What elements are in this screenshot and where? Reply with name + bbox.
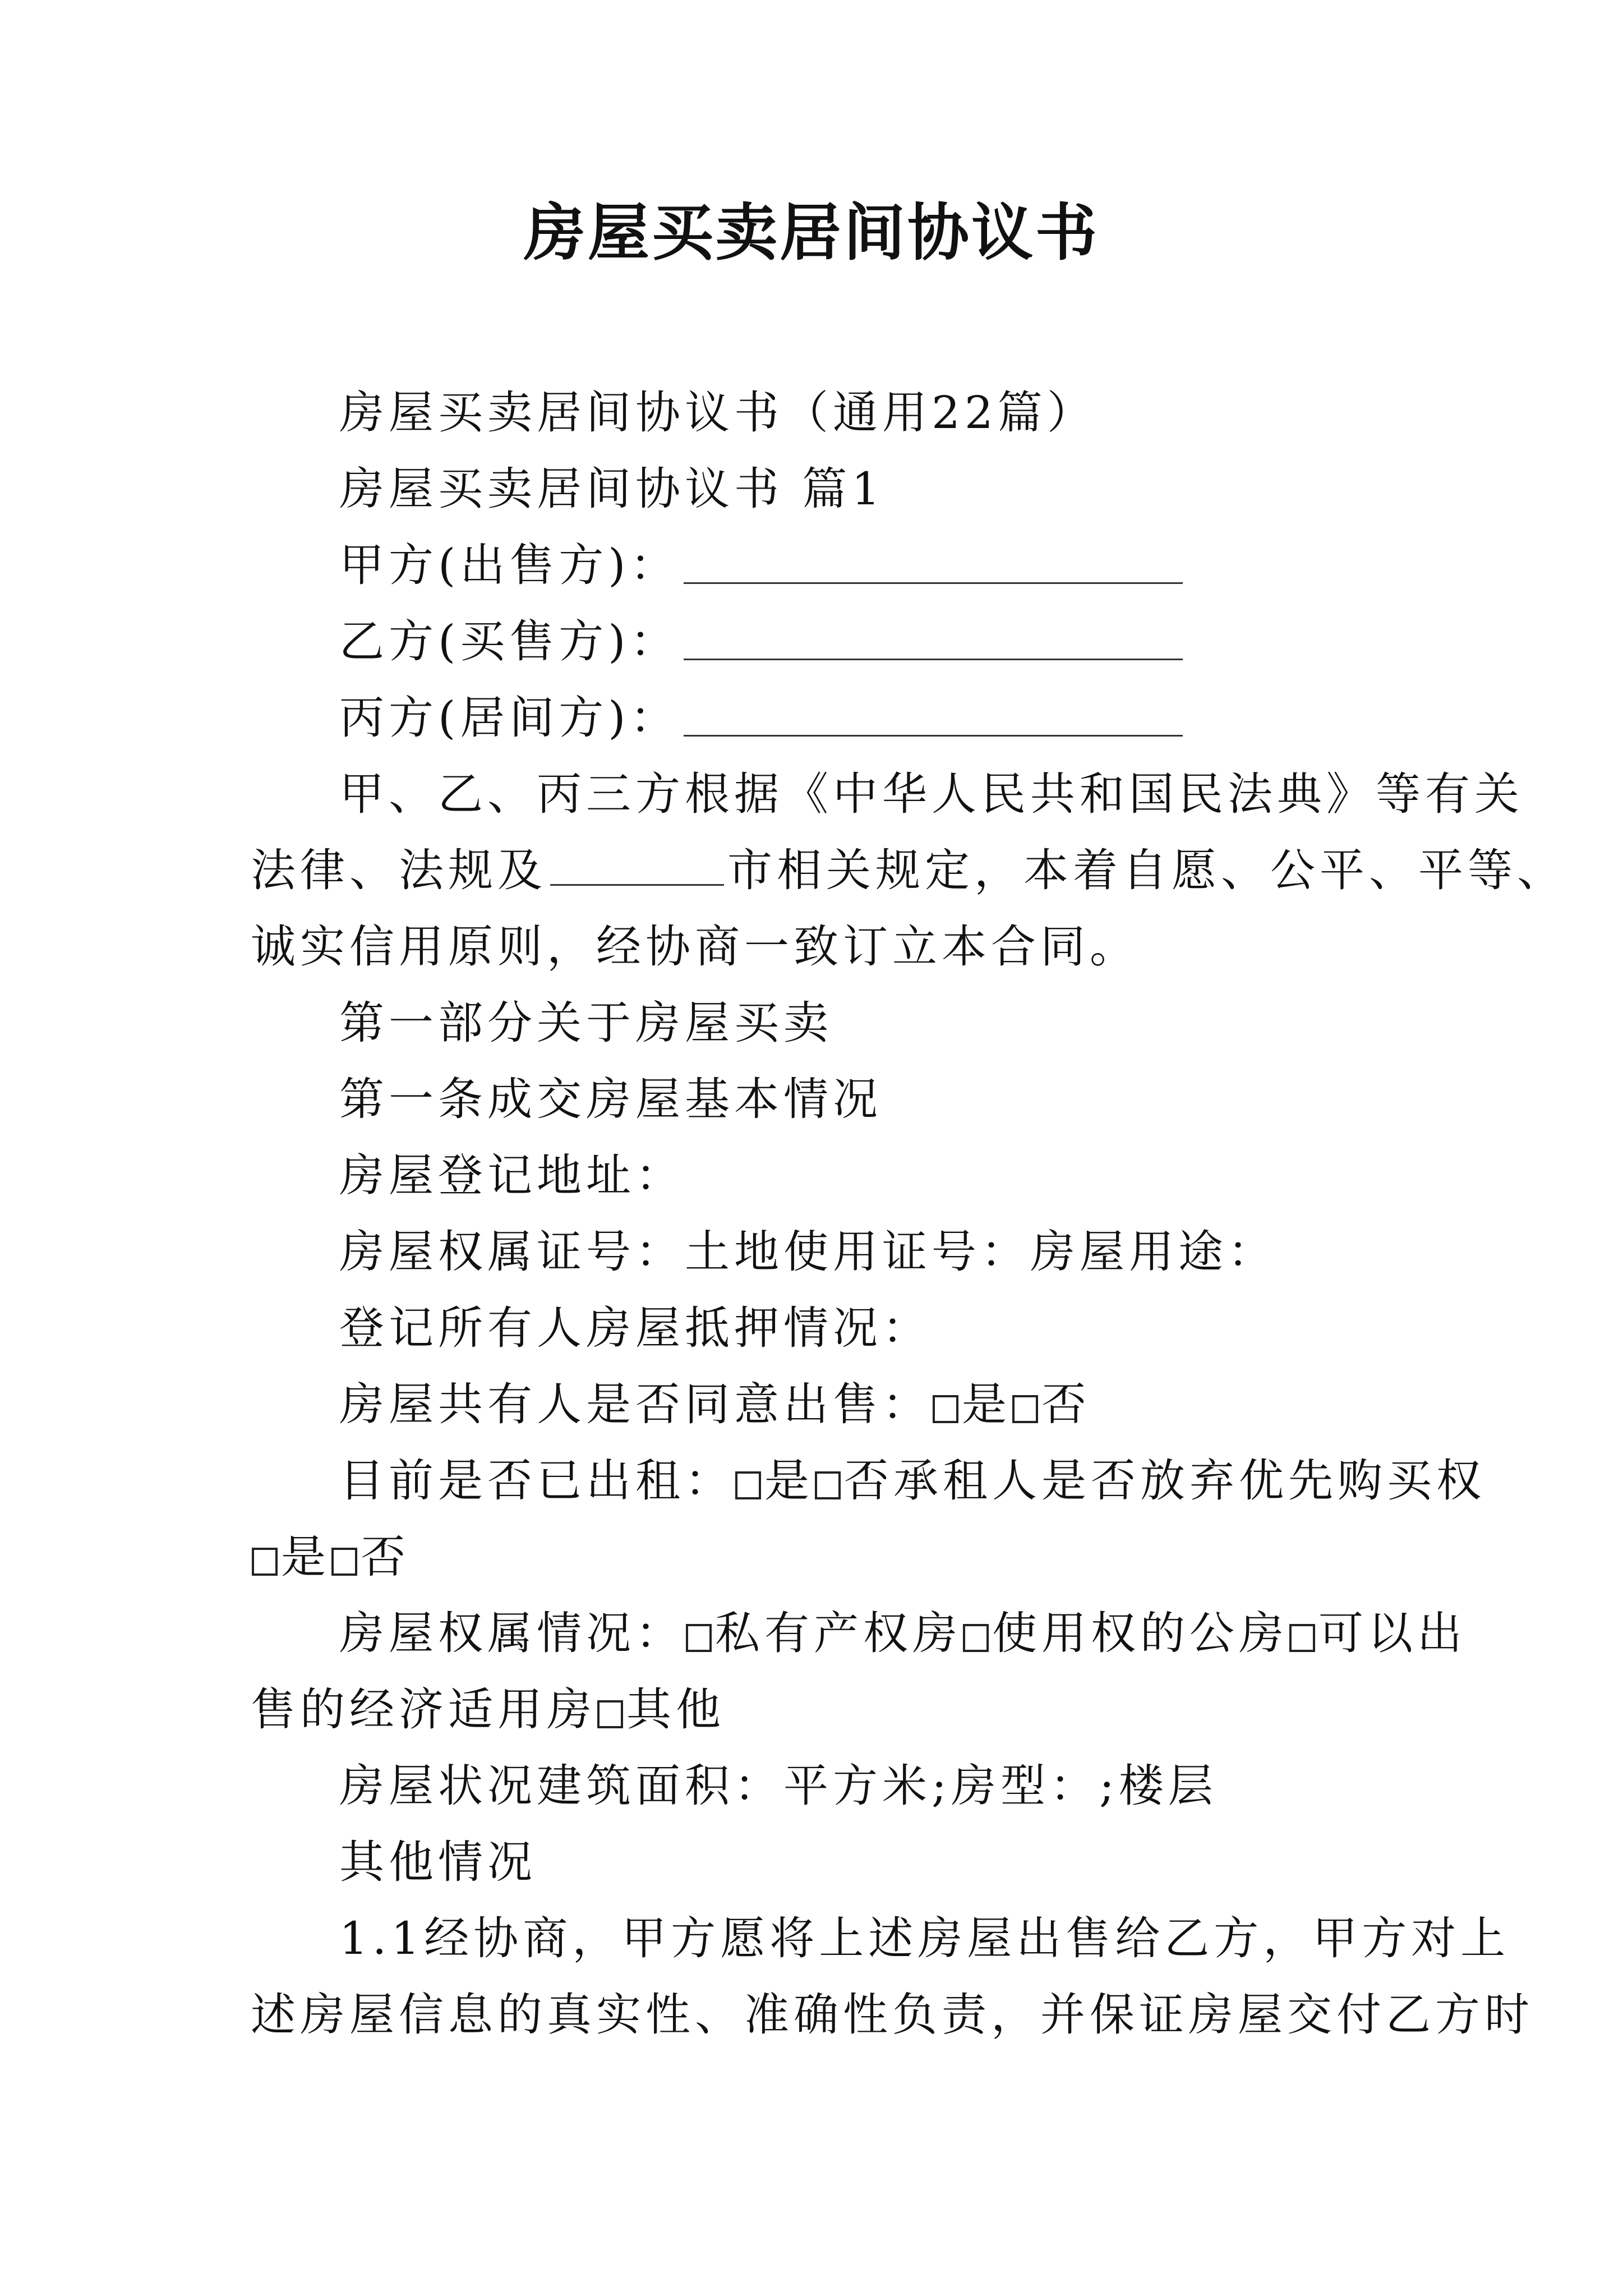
section-heading: 房屋买卖居间协议书 篇1 xyxy=(339,463,885,515)
clause-1-1-line-1: 1.1经协商，甲方愿将上述房屋出售给乙方，甲方对上 xyxy=(339,1912,1510,1964)
party-a-blank xyxy=(684,580,1183,584)
party-b-line xyxy=(251,604,1384,680)
affordable-label-a: 可以出 xyxy=(1318,1607,1467,1659)
ownership-line-1 xyxy=(251,1595,1467,1672)
rented-no-label: 否 xyxy=(844,1455,893,1507)
co-owner-question: 房屋共有人是否同意出售： xyxy=(339,1378,932,1430)
party-b-blank xyxy=(684,656,1183,660)
other-label: 其他 xyxy=(626,1683,725,1736)
checkbox-co-owner-no[interactable] xyxy=(1012,1395,1038,1423)
document-title: 房屋买卖居间协议书 xyxy=(524,196,1099,269)
ownership-line-2 xyxy=(251,1672,1384,1748)
checkbox-rented-no[interactable] xyxy=(815,1471,841,1499)
checkbox-other[interactable] xyxy=(597,1700,623,1728)
condition-line: 房屋状况建筑面积：平方米;房型：;楼层 xyxy=(339,1760,1218,1812)
party-a-line xyxy=(251,527,1384,604)
preamble-2b: 市相关规定，本着自愿、公平、平等、 xyxy=(727,844,1566,896)
checkbox-rented-yes[interactable] xyxy=(735,1471,761,1499)
city-blank xyxy=(550,850,724,886)
ownership-question: 房屋权属情况： xyxy=(339,1607,685,1659)
affordable-label-b: 售的经济适用房 xyxy=(251,1683,596,1736)
co-owner-no-label: 否 xyxy=(1041,1378,1091,1430)
co-owner-line xyxy=(251,1366,1384,1443)
checkbox-preemption-no[interactable] xyxy=(331,1548,357,1576)
clause-1-1-line-2: 述房屋信息的真实性、准确性负责，并保证房屋交付乙方时 xyxy=(251,1989,1534,2041)
party-b-label: 乙方(买售方)： xyxy=(339,615,680,668)
preamble-line-1: 甲、乙、丙三方根据《中华人民共和国民法典》等有关 xyxy=(339,768,1524,820)
preemption-no-label: 否 xyxy=(361,1531,410,1583)
preemption-yes-label: 是 xyxy=(281,1531,330,1583)
party-c-blank xyxy=(684,733,1183,737)
checkbox-private[interactable] xyxy=(686,1624,712,1652)
co-owner-yes-label: 是 xyxy=(962,1378,1011,1430)
rented-yes-label: 是 xyxy=(764,1455,814,1507)
preamble-2a: 法律、法规及 xyxy=(251,844,547,896)
party-a-label: 甲方(出售方)： xyxy=(339,539,680,591)
preemption-question: 承租人是否放弃优先购买权 xyxy=(893,1455,1486,1507)
other-conditions-line: 其他情况 xyxy=(339,1836,537,1888)
party-c-label: 丙方(居间方)： xyxy=(339,692,680,744)
subtitle: 房屋买卖居间协议书（通用22篇） xyxy=(339,386,1096,439)
party-c-line xyxy=(251,680,1384,756)
cert-line: 房屋权属证号：土地使用证号：房屋用途： xyxy=(339,1226,1277,1278)
rented-question: 目前是否已出租： xyxy=(339,1455,734,1507)
article-1-heading: 第一条成交房屋基本情况 xyxy=(339,1073,882,1125)
reg-address-line: 房屋登记地址： xyxy=(339,1149,685,1202)
private-label: 私有产权房 xyxy=(715,1607,962,1659)
public-label: 使用权的公房 xyxy=(992,1607,1288,1659)
preamble-line-3: 诚实信用原则，经协商一致订立本合同。 xyxy=(251,921,1139,973)
checkbox-co-owner-yes[interactable] xyxy=(933,1395,958,1423)
part-1-heading: 第一部分关于房屋买卖 xyxy=(339,997,833,1049)
checkbox-affordable[interactable] xyxy=(1289,1624,1315,1652)
preamble-line-2 xyxy=(251,832,1566,909)
document-body xyxy=(251,375,1566,2053)
checkbox-public[interactable] xyxy=(963,1624,989,1652)
preemption-options-line xyxy=(251,1519,1384,1595)
checkbox-preemption-yes[interactable] xyxy=(252,1548,278,1576)
owner-mortgage-line: 登记所有人房屋抵押情况： xyxy=(339,1302,932,1354)
rented-line xyxy=(251,1443,1486,1519)
